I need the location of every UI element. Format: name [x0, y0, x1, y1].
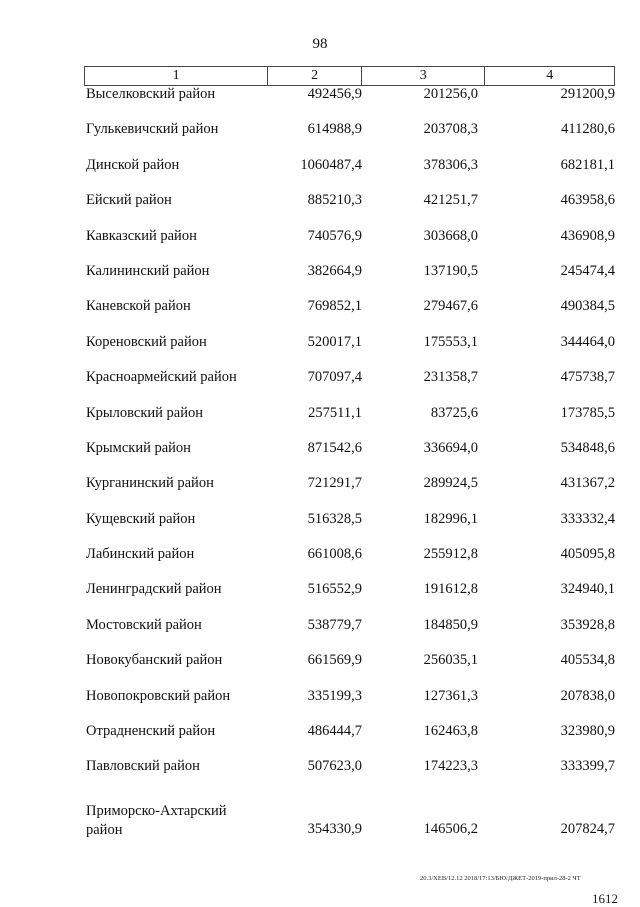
row-value-col-3: 162463,8	[423, 723, 478, 740]
table-row	[84, 688, 615, 723]
row-value-col-3: 184850,9	[423, 616, 478, 633]
row-value-col-2: 516552,9	[307, 581, 362, 598]
row-value-col-4: 411280,6	[561, 121, 615, 138]
row-value-col-2: 661569,9	[307, 652, 362, 669]
row-value-col-2: 885210,3	[307, 192, 362, 209]
table-row	[84, 511, 615, 546]
row-name: Крыловский район	[86, 404, 203, 421]
row-value-col-2: 520017,1	[307, 333, 362, 350]
table-row	[84, 405, 615, 440]
row-value-col-3: 146506,2	[423, 820, 478, 837]
table-row	[84, 475, 615, 510]
table-row	[84, 334, 615, 369]
table-row	[84, 440, 615, 475]
row-value-col-4: 291200,9	[560, 86, 615, 102]
row-value-col-4: 463958,6	[560, 192, 615, 209]
row-value-col-4: 436908,9	[560, 227, 615, 244]
header-col-4: 4	[546, 68, 554, 83]
row-value-col-2: 382664,9	[307, 262, 362, 279]
row-value-col-3: 203708,3	[423, 121, 478, 138]
row-value-col-2: 335199,3	[307, 687, 362, 704]
row-name: Кореновский район	[86, 333, 207, 350]
row-value-col-2: 492456,9	[307, 86, 362, 102]
table-row	[84, 617, 615, 652]
row-name: Отрадненский район	[86, 723, 216, 740]
table-row	[84, 263, 615, 298]
table-row	[84, 228, 615, 263]
row-value-col-2: 721291,7	[307, 475, 362, 492]
row-value-col-4: 682181,1	[560, 156, 615, 173]
table-row	[84, 157, 615, 192]
row-value-col-3: 279467,6	[423, 298, 478, 315]
row-value-col-4: 333399,7	[560, 758, 615, 775]
table-header	[84, 66, 615, 86]
row-name: Новокубанский район	[86, 652, 223, 669]
row-name: Новопокровский район	[86, 687, 231, 704]
row-name: Красноармейский район	[86, 369, 237, 386]
table-row	[84, 121, 615, 156]
row-name: Гулькевичский район	[86, 121, 219, 138]
row-value-col-2: 740576,9	[307, 227, 362, 244]
row-name: Каневской район	[86, 298, 191, 315]
row-name: Павловский район	[86, 758, 200, 775]
table-row	[84, 192, 615, 227]
row-name: Кавказский район	[86, 227, 197, 244]
row-name: Ленинградский район	[86, 581, 222, 598]
row-value-col-4: 431367,2	[560, 475, 615, 492]
row-value-col-2: 507623,0	[307, 758, 362, 775]
row-value-col-4: 405534,8	[560, 652, 615, 669]
row-name: Курганинский район	[86, 475, 214, 492]
row-value-col-4: 353928,8	[560, 616, 615, 633]
row-value-col-3: 255912,8	[423, 546, 478, 563]
row-value-col-3: 127361,3	[423, 687, 478, 704]
row-value-col-3: 289924,5	[423, 475, 478, 492]
table-row	[84, 758, 615, 793]
row-value-col-2: 486444,7	[307, 723, 362, 740]
row-value-col-3: 256035,1	[423, 652, 478, 669]
header-col-1: 1	[85, 67, 268, 85]
row-value-col-3: 83725,6	[430, 404, 478, 421]
row-name: Кущевский район	[86, 510, 196, 527]
row-value-col-4: 245474,4	[560, 262, 615, 279]
row-value-col-4: 173785,5	[560, 404, 615, 421]
row-name: Динской район	[86, 156, 180, 173]
row-value-col-3: 231358,7	[423, 369, 478, 386]
row-name: Мостовский район	[86, 616, 202, 633]
row-name: Крымский район	[86, 439, 191, 456]
header-col-2: 2	[268, 67, 362, 85]
row-value-col-3: 201256,0	[423, 86, 478, 102]
footer-code: 20.3/ХЕВ/12.12 2018/17:13/БЮ/ДЖЕТ-2019-прил-28-2 ЧТ	[420, 875, 581, 882]
row-value-col-4: 324940,1	[560, 581, 615, 598]
row-name: Ейский район	[86, 192, 172, 209]
row-value-col-4: 490384,5	[560, 298, 615, 315]
table-row	[84, 546, 615, 581]
row-name: Выселковский район	[86, 86, 216, 102]
row-value-col-2: 661008,6	[307, 546, 362, 563]
row-value-col-2: 538779,7	[307, 616, 362, 633]
row-value-col-3: 137190,5	[423, 262, 478, 279]
row-value-col-4: 333332,4	[560, 510, 615, 527]
table-body	[84, 86, 615, 854]
table-row	[84, 652, 615, 687]
row-value-col-3: 182996,1	[423, 510, 478, 527]
page-number: 98	[312, 36, 328, 52]
table-row	[84, 369, 615, 404]
corner-mark: 1612	[592, 891, 618, 906]
row-value-col-3: 175553,1	[423, 333, 478, 350]
row-value-col-2: 769852,1	[307, 298, 362, 315]
table-row	[84, 723, 615, 758]
row-value-col-2: 614988,9	[307, 121, 362, 138]
row-value-col-2: 1060487,4	[300, 156, 362, 173]
table-row	[84, 794, 615, 854]
row-value-col-2: 354330,9	[307, 820, 362, 837]
row-value-col-3: 174223,3	[423, 758, 478, 775]
row-value-col-2: 871542,6	[307, 439, 362, 456]
row-value-col-4: 323980,9	[560, 723, 615, 740]
row-name: Калининский район	[86, 262, 210, 279]
row-value-col-3: 336694,0	[423, 439, 478, 456]
row-value-col-3: 303668,0	[423, 227, 478, 244]
row-value-col-4: 475738,7	[560, 369, 615, 386]
row-value-col-4: 207838,0	[560, 687, 615, 704]
row-name: Лабинский район	[86, 546, 195, 563]
row-value-col-3: 421251,7	[423, 192, 478, 209]
row-name: Приморско-Ахтарский район	[86, 802, 227, 838]
row-value-col-3: 191612,8	[423, 581, 478, 598]
row-value-col-2: 707097,4	[307, 369, 362, 386]
row-value-col-2: 257511,1	[308, 404, 362, 421]
table-row	[84, 86, 615, 121]
table-row	[84, 298, 615, 333]
row-value-col-4: 405095,8	[560, 546, 615, 563]
row-value-col-3: 378306,3	[423, 156, 478, 173]
row-value-col-4: 207824,7	[560, 820, 615, 837]
row-value-col-4: 534848,6	[560, 439, 615, 456]
header-col-3: 3	[362, 67, 486, 85]
table-row	[84, 581, 615, 616]
row-value-col-2: 516328,5	[307, 510, 362, 527]
row-value-col-4: 344464,0	[560, 333, 615, 350]
